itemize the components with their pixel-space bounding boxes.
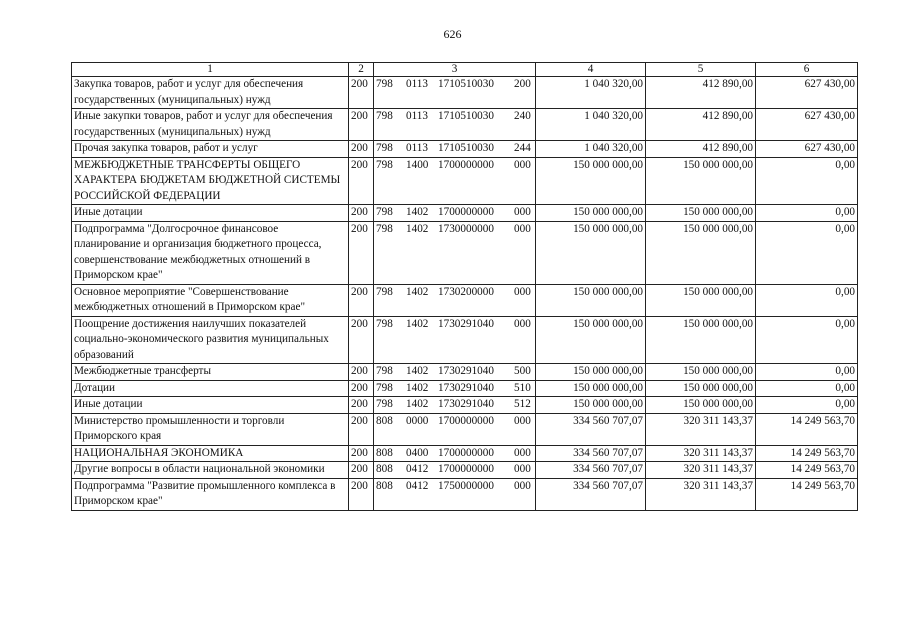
row-name: Подпрограмма "Развитие промышленного комплекса в Приморском крае" [72, 478, 349, 510]
code-ministry: 798 [376, 206, 393, 218]
code-expense-type: 000 [514, 479, 531, 492]
row-value-col5: 150 000 000,00 [646, 380, 756, 397]
code-target-article: 1700000000 [438, 446, 494, 459]
code-target-article: 1700000000 [438, 206, 494, 218]
code-expense-type: 000 [514, 206, 531, 218]
row-value-col4: 150 000 000,00 [536, 364, 646, 381]
row-value-col4: 150 000 000,00 [536, 316, 646, 364]
row-value-col5: 412 890,00 [646, 141, 756, 158]
row-col2: 200 [349, 445, 374, 462]
row-value-col5: 150 000 000,00 [646, 364, 756, 381]
code-section: 1402 [406, 206, 429, 218]
row-value-col6: 0,00 [756, 316, 858, 364]
table-row [72, 462, 858, 479]
table-row [72, 445, 858, 462]
row-value-col6: 627 430,00 [756, 109, 858, 141]
table-row [72, 157, 858, 205]
code-ministry: 798 [376, 317, 393, 330]
row-value-col4: 150 000 000,00 [536, 157, 646, 205]
code-section: 0000 [406, 414, 429, 427]
row-col2: 200 [349, 221, 374, 284]
row-value-col5: 320 311 143,37 [646, 478, 756, 510]
code-expense-type: 000 [514, 414, 531, 427]
code-target-article: 1700000000 [438, 463, 494, 475]
code-section: 0412 [406, 463, 429, 475]
code-expense-type: 510 [514, 381, 531, 394]
row-col2: 200 [349, 380, 374, 397]
code-target-article: 1730291040 [438, 365, 494, 377]
code-expense-type: 000 [514, 222, 531, 235]
row-value-col6: 0,00 [756, 221, 858, 284]
code-section: 0400 [406, 446, 429, 459]
header-cell: 5 [646, 63, 756, 77]
row-classification-code [374, 380, 536, 397]
row-value-col5: 412 890,00 [646, 77, 756, 109]
row-value-col6: 14 249 563,70 [756, 478, 858, 510]
row-name: Основное мероприятие "Совершенствование межбюджетных отношений в Приморском крае" [72, 284, 349, 316]
code-ministry: 798 [376, 222, 393, 235]
table-row [72, 413, 858, 445]
budget-table [71, 62, 858, 511]
row-value-col4: 334 560 707,07 [536, 478, 646, 510]
row-value-col4: 334 560 707,07 [536, 462, 646, 479]
row-name: Дотации [72, 380, 349, 397]
code-target-article: 1710510030 [438, 78, 494, 90]
row-value-col5: 150 000 000,00 [646, 221, 756, 284]
row-classification-code [374, 141, 536, 158]
row-value-col4: 334 560 707,07 [536, 445, 646, 462]
row-col2: 200 [349, 478, 374, 510]
table-row [72, 109, 858, 141]
row-classification-code [374, 397, 536, 414]
row-col2: 200 [349, 413, 374, 445]
row-value-col5: 150 000 000,00 [646, 157, 756, 205]
code-section: 1402 [406, 365, 429, 377]
row-classification-code [374, 413, 536, 445]
row-col2: 200 [349, 284, 374, 316]
row-name: Межбюджетные трансферты [72, 364, 349, 381]
code-expense-type: 000 [514, 317, 531, 330]
row-col2: 200 [349, 157, 374, 205]
code-target-article: 1730291040 [438, 317, 494, 330]
row-value-col4: 1 040 320,00 [536, 77, 646, 109]
row-col2: 200 [349, 462, 374, 479]
table-row [72, 77, 858, 109]
code-expense-type: 000 [514, 158, 531, 171]
row-col2: 200 [349, 397, 374, 414]
header-cell: 6 [756, 63, 858, 77]
row-value-col5: 150 000 000,00 [646, 316, 756, 364]
header-cell: 2 [349, 63, 374, 77]
page-number: 626 [443, 27, 462, 41]
row-classification-code [374, 364, 536, 381]
header-cell: 4 [536, 63, 646, 77]
row-col2: 200 [349, 109, 374, 141]
code-section: 1400 [406, 158, 429, 171]
row-value-col6: 0,00 [756, 380, 858, 397]
row-value-col6: 0,00 [756, 284, 858, 316]
table-row [72, 221, 858, 284]
row-classification-code [374, 316, 536, 364]
row-classification-code [374, 77, 536, 109]
row-value-col6: 14 249 563,70 [756, 462, 858, 479]
code-expense-type: 512 [514, 398, 531, 410]
row-col2: 200 [349, 316, 374, 364]
row-name: Иные дотации [72, 205, 349, 222]
row-name: Министерство промышленности и торговли Приморского края [72, 413, 349, 445]
code-target-article: 1730200000 [438, 285, 494, 298]
code-ministry: 798 [376, 142, 393, 154]
row-name: МЕЖБЮДЖЕТНЫЕ ТРАНСФЕРТЫ ОБЩЕГО ХАРАКТЕРА БЮДЖЕТАМ БЮДЖЕТНОЙ СИСТЕМЫ РОССИЙСКОЙ ФЕДЕРАЦИИ [72, 157, 349, 205]
row-value-col6: 0,00 [756, 157, 858, 205]
table-header-row [72, 63, 858, 77]
row-value-col4: 150 000 000,00 [536, 284, 646, 316]
code-expense-type: 000 [514, 285, 531, 298]
row-name: Иные дотации [72, 397, 349, 414]
code-target-article: 1710510030 [438, 142, 494, 154]
row-col2: 200 [349, 141, 374, 158]
row-value-col4: 150 000 000,00 [536, 221, 646, 284]
table-row [72, 141, 858, 158]
table-row [72, 316, 858, 364]
code-target-article: 1730291040 [438, 398, 494, 410]
row-name: Другие вопросы в области национальной экономики [72, 462, 349, 479]
code-ministry: 798 [376, 78, 393, 90]
row-value-col4: 150 000 000,00 [536, 397, 646, 414]
code-expense-type: 240 [514, 110, 531, 122]
row-value-col6: 627 430,00 [756, 77, 858, 109]
row-value-col4: 1 040 320,00 [536, 141, 646, 158]
code-section: 1402 [406, 285, 429, 298]
code-ministry: 798 [376, 398, 393, 410]
row-classification-code [374, 462, 536, 479]
code-section: 1402 [406, 317, 429, 330]
row-value-col5: 150 000 000,00 [646, 205, 756, 222]
code-target-article: 1750000000 [438, 479, 494, 492]
code-section: 1402 [406, 222, 429, 235]
row-value-col6: 0,00 [756, 205, 858, 222]
row-value-col6: 627 430,00 [756, 141, 858, 158]
code-ministry: 808 [376, 414, 393, 427]
row-name: НАЦИОНАЛЬНАЯ ЭКОНОМИКА [72, 445, 349, 462]
table-row [72, 478, 858, 510]
header-cell: 1 [72, 63, 349, 77]
code-expense-type: 244 [514, 142, 531, 154]
code-ministry: 808 [376, 463, 393, 475]
code-target-article: 1700000000 [438, 414, 494, 427]
header-cell: 3 [374, 63, 536, 77]
code-ministry: 808 [376, 446, 393, 459]
code-section: 1402 [406, 381, 429, 394]
table-row [72, 380, 858, 397]
code-ministry: 798 [376, 381, 393, 394]
row-value-col6: 14 249 563,70 [756, 413, 858, 445]
row-value-col4: 334 560 707,07 [536, 413, 646, 445]
code-ministry: 808 [376, 479, 393, 492]
code-target-article: 1730291040 [438, 381, 494, 394]
row-classification-code [374, 445, 536, 462]
code-expense-type: 000 [514, 463, 531, 475]
table-row [72, 364, 858, 381]
row-classification-code [374, 109, 536, 141]
row-value-col4: 150 000 000,00 [536, 205, 646, 222]
code-ministry: 798 [376, 285, 393, 298]
row-value-col5: 150 000 000,00 [646, 284, 756, 316]
code-section: 0113 [406, 78, 428, 90]
code-ministry: 798 [376, 110, 393, 122]
row-classification-code [374, 205, 536, 222]
row-value-col4: 1 040 320,00 [536, 109, 646, 141]
row-name: Прочая закупка товаров, работ и услуг [72, 141, 349, 158]
code-target-article: 1710510030 [438, 110, 494, 122]
row-name: Подпрограмма "Долгосрочное финансовое планирование и организация бюджетного процесса, совершенствование межбюджетных отношений в Приморском крае" [72, 221, 349, 284]
row-name: Поощрение достижения наилучших показателей социально-экономического развития муниципальных образований [72, 316, 349, 364]
row-col2: 200 [349, 364, 374, 381]
code-expense-type: 000 [514, 446, 531, 459]
code-expense-type: 500 [514, 365, 531, 377]
row-value-col5: 412 890,00 [646, 109, 756, 141]
row-classification-code [374, 284, 536, 316]
row-value-col6: 0,00 [756, 397, 858, 414]
code-section: 1402 [406, 398, 429, 410]
row-value-col4: 150 000 000,00 [536, 380, 646, 397]
table-row [72, 397, 858, 414]
row-value-col5: 320 311 143,37 [646, 462, 756, 479]
code-target-article: 1700000000 [438, 158, 494, 171]
row-col2: 200 [349, 205, 374, 222]
code-section: 0412 [406, 479, 429, 492]
code-target-article: 1730000000 [438, 222, 494, 235]
row-value-col5: 320 311 143,37 [646, 445, 756, 462]
row-classification-code [374, 478, 536, 510]
row-col2: 200 [349, 77, 374, 109]
code-ministry: 798 [376, 158, 393, 171]
row-value-col6: 0,00 [756, 364, 858, 381]
row-name: Иные закупки товаров, работ и услуг для обеспечения государственных (муниципальных) нужд [72, 109, 349, 141]
row-value-col6: 14 249 563,70 [756, 445, 858, 462]
table-row [72, 284, 858, 316]
row-classification-code [374, 221, 536, 284]
code-ministry: 798 [376, 365, 393, 377]
row-classification-code [374, 157, 536, 205]
code-section: 0113 [406, 110, 428, 122]
row-name: Закупка товаров, работ и услуг для обеспечения государственных (муниципальных) нужд [72, 77, 349, 109]
table-row [72, 205, 858, 222]
code-expense-type: 200 [514, 78, 531, 90]
row-value-col5: 320 311 143,37 [646, 413, 756, 445]
row-value-col5: 150 000 000,00 [646, 397, 756, 414]
budget-table-body [72, 63, 858, 511]
code-section: 0113 [406, 142, 428, 154]
